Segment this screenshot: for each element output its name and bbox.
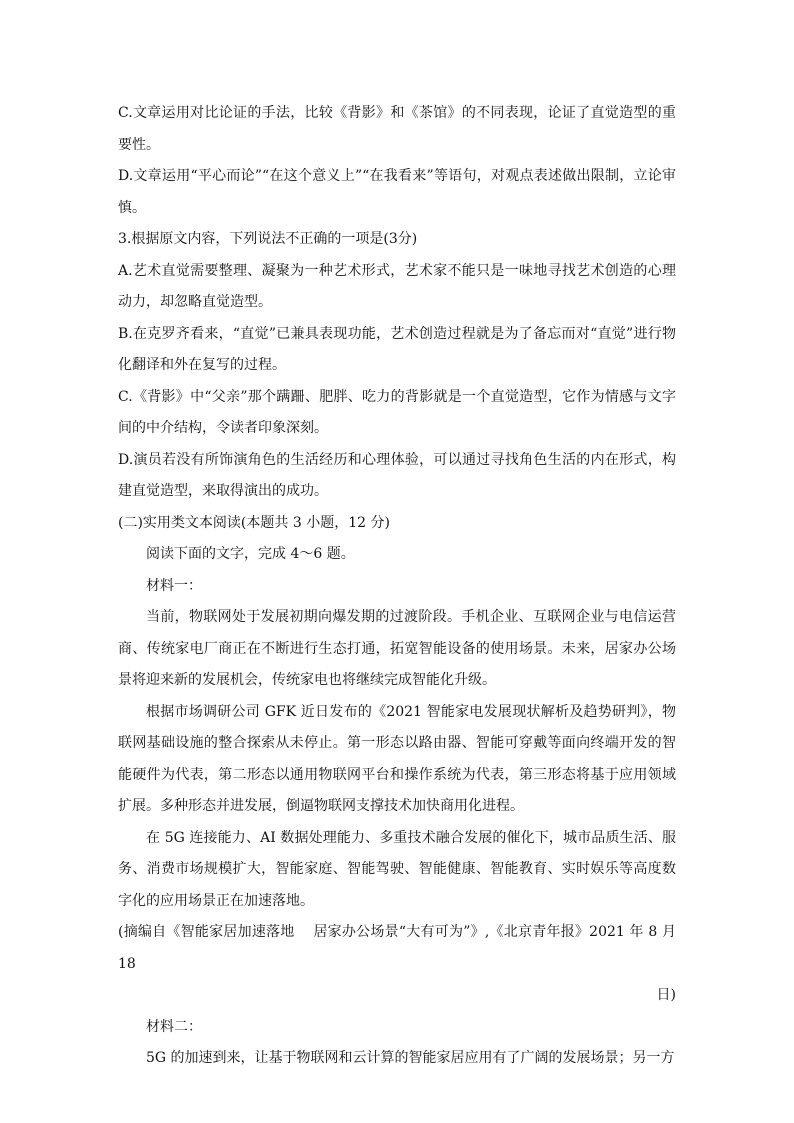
material-2-paragraph-1: 5G 的加速到来，让基于物联网和云计算的智能家居应用有了广阔的发展场景；另一方	[146, 1050, 675, 1066]
material-1-paragraph-1: 当前，物联网处于发展初期向爆发期的过渡阶段。手机企业、互联网企业与电信运营商、传统家电厂商正在不断进行生态打通，拓宽智能设备的使用场景。未来，居家办公场景将迎来新的发展机会，传统家电也将继续完成智能化升级。	[118, 609, 676, 688]
material-2-heading: 材料二：	[146, 1018, 202, 1035]
question-3: 3.根据原文内容，下列说法不正确的一项是(3分)	[118, 231, 418, 247]
option-d: D.文章运用“平心而论”“在这个意义上”“在我看来”等语句，对观点表述做出限制，立论审慎。	[118, 168, 676, 216]
material-1-paragraph-2: 根据市场调研公司 GFK 近日发布的《2021 智能家电发展现状解析及趋势研判》，物联网基础设施的整合探索从未停止。第一形态以路由器、智能可穿戴等面向终端开发的智能硬件为代表，第二形态以通用物联网平台和操作系统为代表，第三形态将基于应用领域扩展。多种形态并进发展，倒逼物联网支撑技术加快商用化进程。	[118, 703, 676, 814]
section-heading: (二)实用类文本阅读(本题共 3 小题，12 分)	[118, 514, 390, 531]
question-3-option-d: D.演员若没有所饰演角色的生活经历和心理体验，可以通过寻找角色生活的内在形式，构建直觉造型，来取得演出的成功。	[118, 451, 676, 499]
material-1-heading: 材料一：	[146, 577, 202, 594]
document-page	[118, 98, 676, 1075]
instruction: 阅读下面的文字，完成 4～6 题。	[146, 546, 355, 562]
question-3-option-b: B.在克罗齐看来，“直觉”已兼具表现功能，艺术创造过程就是为了备忘而对“直觉”进行物化翻译和外在复写的过程。	[118, 325, 676, 373]
question-3-option-c: C.《背影》中“父亲”那个蹒跚、肥胖、吃力的背影就是一个直觉造型，它作为情感与文字间的中介结构，令读者印象深刻。	[118, 388, 676, 436]
option-c: C.文章运用对比论证的手法，比较《背影》和《茶馆》的不同表现，论证了直觉造型的重要性。	[118, 105, 676, 153]
question-3-option-a: A.艺术直觉需要整理、凝聚为一种艺术形式，艺术家不能只是一味地寻找艺术创造的心理动力，却忽略直觉造型。	[118, 262, 676, 310]
material-1-paragraph-3: 在 5G 连接能力、AI 数据处理能力、多重技术融合发展的催化下，城市品质生活、服务、消费市场规模扩大，智能家庭、智能驾驶、智能健康、智能教育、实时娱乐等高度数字化的应用场景正在加速落地。	[118, 829, 676, 909]
source-citation-end: 日)	[656, 987, 676, 1003]
source-citation: (摘编自《智能家居加速落地 居家办公场景“大有可为”》,《北京青年报》2021 年 8 月 18	[118, 924, 676, 972]
